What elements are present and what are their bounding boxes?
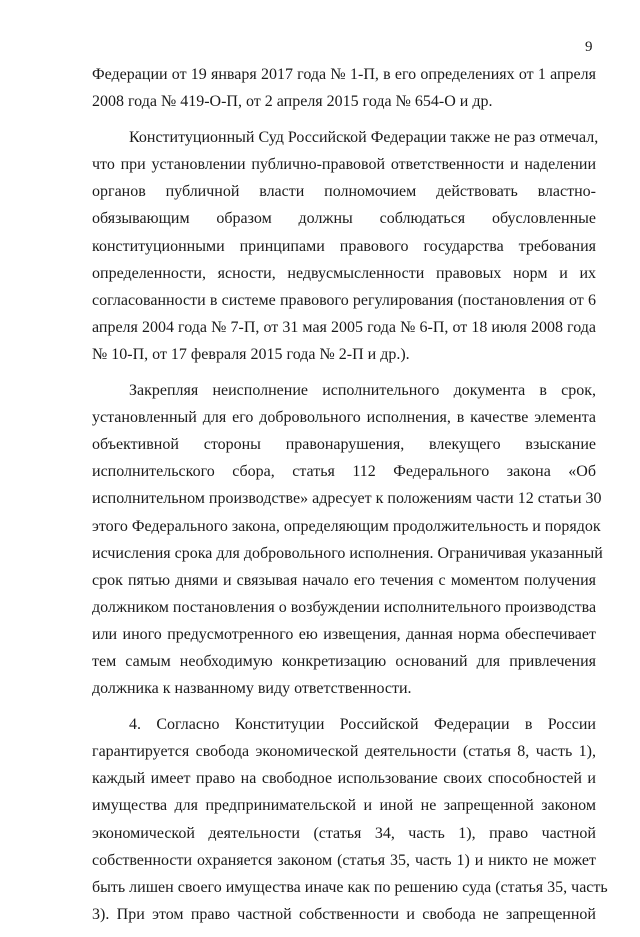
text-line: имущества для предпринимательской и иной не запрещенной законом <box>92 797 596 815</box>
page-number: 9 <box>585 39 593 55</box>
text-line: № 10-П, от 17 февраля 2015 года № 2-П и др.). <box>92 345 410 363</box>
text-line: Конституционный Суд Российской Федерации также не раз отмечал, <box>129 129 599 147</box>
text-line: 2008 года № 419-О-П, от 2 апреля 2015 года № 654-О и др. <box>92 93 493 111</box>
text-line: конституционными принципами правового государства требования <box>92 237 596 255</box>
text-line: органов публичной власти полномочием действовать властно- <box>92 183 596 201</box>
paragraph <box>92 124 599 368</box>
text-line: обязывающим образом должны соблюдаться обусловленные <box>92 210 596 228</box>
text-line: Закрепляя неисполнение исполнительного документа в срок, <box>129 382 596 400</box>
text-line: объективной стороны правонарушения, влекущего взыскание <box>92 436 596 454</box>
text-line: установленный для его добровольного исполнения, в качестве элемента <box>92 409 596 427</box>
text-line: исчисления срока для добровольного исполнения. Ограничивая указанный <box>92 544 603 562</box>
text-line: собственности охраняется законом (статья 35, часть 1) и никто не может <box>92 851 596 869</box>
text-line: или иного предусмотренного ею извещения, данная норма обеспечивает <box>92 625 596 643</box>
text-line: срок пятью днями и связывая начало его течения с моментом получения <box>92 571 596 589</box>
text-line: быть лишен своего имущества иначе как по решению суда (статья 35, часть <box>92 878 608 896</box>
paragraph <box>92 377 603 702</box>
text-line: согласованности в системе правового регулирования (постановления от 6 <box>92 291 596 309</box>
text-line: 4. Согласно Конституции Российской Федерации в России <box>129 716 596 734</box>
text-line: этого Федерального закона, определяющим продолжительность и порядок <box>92 517 601 535</box>
text-line: должником постановления о возбуждении исполнительного производства <box>92 598 597 616</box>
paragraph <box>92 61 596 115</box>
text-line: апреля 2004 года № 7-П, от 31 мая 2005 года № 6-П, от 18 июля 2008 года <box>92 318 596 336</box>
text-line: 3). При этом право частной собственности и свобода не запрещенной <box>92 905 596 923</box>
text-line: каждый имеет право на свободное использование своих способностей и <box>92 770 596 788</box>
text-line: должника к названному виду ответственности. <box>92 680 412 698</box>
text-line: исполнительского сбора, статья 112 Федерального закона «Об <box>92 463 596 481</box>
text-line: определенности, ясности, недвусмысленности правовых норм и их <box>92 264 596 282</box>
text-line: исполнительном производстве» адресует к положениям части 12 статьи 30 <box>92 490 602 508</box>
text-line: Федерации от 19 января 2017 года № 1-П, в его определениях от 1 апреля <box>92 66 596 83</box>
text-line: гарантируется свобода экономической деятельности (статья 8, часть 1), <box>92 743 596 761</box>
document-body <box>92 61 608 937</box>
text-line: экономической деятельности (статья 34, часть 1), право частной <box>92 824 596 842</box>
text-line: что при установлении публично-правовой ответственности и наделении <box>92 156 596 174</box>
text-line: тем самым необходимую конкретизацию оснований для привлечения <box>92 652 596 670</box>
paragraph <box>92 711 608 928</box>
